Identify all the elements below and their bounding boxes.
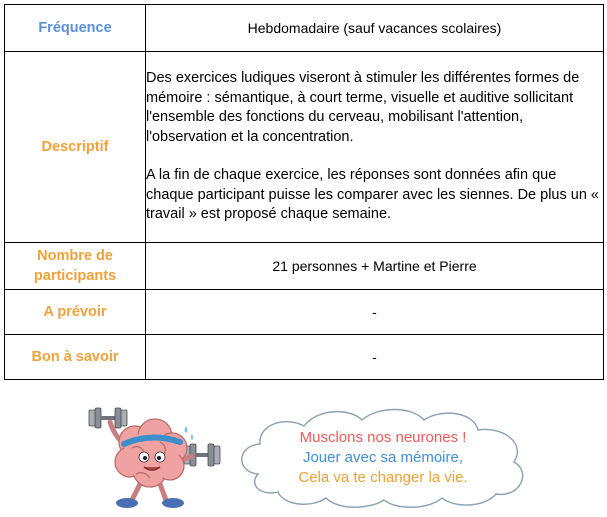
value-descriptif <box>146 52 604 243</box>
value-participants: 21 personnes + Martine et Pierre <box>146 243 604 290</box>
cloud-line-1: Musclons nos neurones ! <box>299 429 467 446</box>
table-row-bon-a-savoir <box>5 335 604 380</box>
label-a-prevoir: A prévoir <box>5 290 146 335</box>
descriptif-paragraph-2: A la fin de chaque exercice, les réponses sont données afin que chaque participant puisse les comparer avec les siennes. De plus un « travail » est proposé chaque semaine. <box>146 167 599 223</box>
label-frequence: Fréquence <box>5 5 146 52</box>
table-row-participants <box>5 243 604 290</box>
label-descriptif: Descriptif <box>5 52 146 243</box>
table-row-frequence <box>5 5 604 52</box>
value-frequence: Hebdomadaire (sauf vacances scolaires) <box>146 5 604 52</box>
table-row-a-prevoir <box>5 290 604 335</box>
label-bon-a-savoir: Bon à savoir <box>5 335 146 380</box>
brain-mascot-icon <box>80 400 225 512</box>
label-participants: Nombre de participants <box>5 243 146 290</box>
cloud-text <box>258 428 508 488</box>
cloud-line-3: Cela va te changer la vie. <box>298 469 468 486</box>
dumbbell-icon <box>89 408 127 428</box>
value-a-prevoir: - <box>146 290 604 335</box>
value-bon-a-savoir: - <box>146 335 604 380</box>
cloud-line-2: Jouer avec sa mémoire, <box>302 449 464 466</box>
descriptif-paragraph-1: Des exercices ludiques viseront à stimuler les différentes formes de mémoire : sémantique, à court terme, visuelle et auditive sollicitant l'ensemble des fonctions du cerveau, mobilisant l'attention, l'observation et la concentration. <box>146 69 580 145</box>
info-table <box>4 4 604 380</box>
table-row-descriptif <box>5 52 604 243</box>
